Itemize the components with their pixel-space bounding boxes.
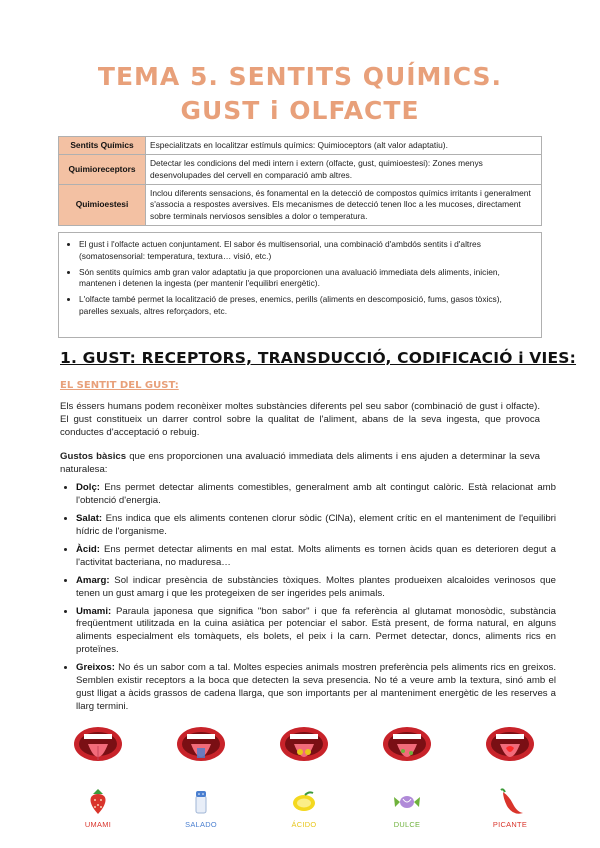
table-row — [59, 137, 542, 155]
page-title-line1: TEMA 5. SENTITS QUÍMICS. — [97, 62, 503, 91]
tongue-mouth-icon — [276, 722, 332, 772]
table-value: Detectar les condicions del medi intern i extern (olfacte, gust, quimioestesi): Zones menys desenvolupades del cervell en comparació amb altres. — [146, 155, 542, 185]
list-item — [76, 513, 556, 539]
taste-text: Ens permet detectar aliments en mal estat. Molts aliments es tornen àcids quan es deterioren degut a l'activitat bacteriana, no maduresa… — [76, 543, 556, 568]
taste-name: Àcid: — [76, 543, 100, 555]
taste-illustration — [161, 722, 241, 829]
taste-illustration — [58, 722, 138, 829]
definitions-table — [58, 136, 542, 226]
list-item — [76, 662, 556, 714]
chili-icon — [495, 786, 525, 816]
table-key: Quimioestesi — [59, 185, 146, 226]
tongue-mouth-icon — [70, 722, 126, 772]
taste-text: Ens permet detectar aliments comestibles, generalment amb alt contingut calòric. Està relacionat amb l'obtenció d'energia. — [76, 482, 556, 506]
list-item — [76, 606, 556, 658]
tongue-mouth-icon — [173, 722, 229, 772]
section-heading: 1. GUST: RECEPTORS, TRANSDUCCIÓ, CODIFICACIÓ i VIES: — [60, 349, 577, 367]
lemon-icon — [289, 786, 319, 816]
basic-tastes-text: que ens proporcionen una avaluació immediata dels aliments i ens ajuden a determinar la seva naturalesa: — [60, 451, 540, 475]
taste-name: Dolç: — [76, 482, 100, 493]
intro-paragraph: Els éssers humans podem reconèixer moltes substàncies diferents pel seu sabor (combinació de gust i olfacte). El gust constitueix un darrer control sobre la qualitat de l'aliment, abans de la seva ingesta, que provoca conductes d'acceptació o rebuig. — [60, 401, 540, 438]
table-row — [59, 155, 542, 185]
taste-text: Paraula japonesa que significa "bon sabor" i que fa referència al glutamat monosòdic, substància freqüentment utilitzada en la cuina asiàtica per potenciar el sabor. Està present, de forma natural, en alguns aliments especialment els tomàquets, els bolets, el peix i la carn. Permet detectar, doncs, aliments rics en proteïnes. — [76, 605, 556, 656]
taste-name: Umami: — [76, 605, 112, 617]
table-value: Especialitzats en localitzar estímuls químics: Quimioceptors (alt valor adaptatiu). — [146, 137, 542, 155]
taste-text: No és un sabor com a tal. Moltes especies animals mostren preferència pels aliments rics en greixos. Semblen existir receptors a la boca que detecten la seva presencia. No té a veure amb la textura, sinó amb el gust lligat a àcids grassos de cadena llarga, que son importants per al manteniment energètic de les reserves a llarg termini. — [76, 662, 556, 713]
list-item: • Són sentits químics amb gran valor adaptatiu ja que proporcionen una avaluació immediata dels aliments, inicien, mantenen i detenen la ingesta (per mantenir l'equilibri energètic). — [79, 267, 533, 291]
taste-label: UMAMI — [84, 820, 112, 829]
table-row — [59, 185, 542, 226]
taste-illustration — [470, 722, 550, 829]
page-title-line2: GUST i OLFACTE — [180, 96, 420, 125]
tongue-mouth-icon — [482, 722, 538, 772]
subsection-heading: EL SENTIT DEL GUST: — [60, 380, 179, 391]
summary-box — [58, 232, 542, 338]
taste-illustration — [264, 722, 344, 829]
taste-text: Sol indicar presència de substàncies tòxiques. Moltes plantes produeixen alcaloides verinosos que tenen un gust amarg i que les protegeixen de ser ingerides pels animals. — [76, 574, 556, 599]
taste-name: Amarg: — [76, 574, 110, 586]
taste-illustrations — [58, 722, 548, 832]
taste-illustration — [367, 722, 447, 829]
table-key: Quimioreceptors — [59, 155, 146, 185]
taste-name: Salat: — [76, 512, 103, 524]
basic-tastes-label: Gustos bàsics — [60, 451, 127, 462]
taste-name: Greixos: — [76, 662, 115, 674]
table-value: Inclou diferents sensacions, és fonamental en la detecció de compostos químics irritants i generalment s'associa a respostes aversives. Els mecanismes de detecció tenen lloc a les mucoses, directament sobre terminals nerviosos sensibles a dolor o temperatura. — [146, 185, 542, 226]
candy-icon — [392, 786, 422, 816]
list-item: • L'olfacte també permet la localització de preses, enemics, perills (aliments en descomposició, fums, gasos tòxics), parelles sexuals, altres reforçadors, etc. — [79, 294, 533, 318]
list-item — [76, 575, 556, 601]
taste-label: SALADO — [185, 820, 217, 829]
salt-shaker-icon — [186, 786, 216, 816]
list-item — [76, 544, 556, 570]
taste-label: DULCE — [393, 820, 421, 829]
strawberry-icon — [83, 786, 113, 816]
tongue-mouth-icon — [379, 722, 435, 772]
taste-text: Ens indica que els aliments contenen clorur sòdic (ClNa), element crític en el manteniment de l'equilibri hídric de l'organisme. — [76, 512, 556, 537]
basic-tastes-paragraph — [60, 451, 540, 477]
table-key: Sentits Químics — [59, 137, 146, 155]
tastes-list — [60, 482, 556, 719]
taste-label: ÁCIDO — [291, 820, 317, 829]
list-item: • El gust i l'olfacte actuen conjuntament. El sabor és multisensorial, una combinació d'ambdós sentits i d'altres (somatosensorial: temperatura, textura… visió, etc.) — [79, 239, 533, 263]
list-item — [76, 482, 556, 508]
taste-label: PICANTE — [492, 820, 528, 829]
